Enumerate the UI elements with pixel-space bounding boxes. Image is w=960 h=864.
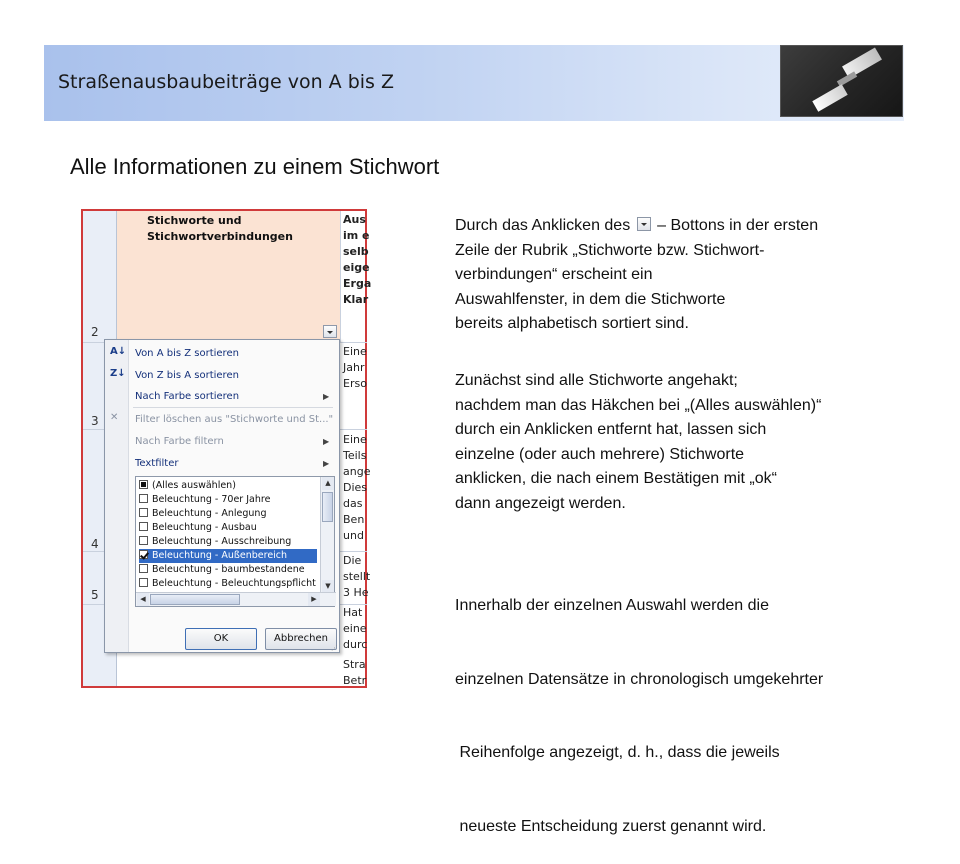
list-item[interactable] xyxy=(139,493,317,507)
sort-descending-icon: Z↓ xyxy=(110,368,126,379)
list-item-label: Beleuchtung - Anlegung xyxy=(152,508,267,519)
cell-text: durc xyxy=(343,638,368,651)
header-cell-stichworte[interactable] xyxy=(117,211,341,342)
cell-text: Stra xyxy=(343,658,366,671)
checkbox-partial[interactable] xyxy=(139,480,148,489)
paragraph-line: bereits alphabetisch sortiert sind. xyxy=(455,315,689,332)
menu-icon-gutter xyxy=(105,340,129,652)
menu-item-sort-desc[interactable]: Von Z bis A sortieren xyxy=(135,370,239,381)
column-c-cells xyxy=(341,211,372,687)
title-banner xyxy=(44,45,904,121)
paragraph-line: durch ein Anklicken entfernt hat, lassen sich xyxy=(455,421,767,438)
list-item[interactable] xyxy=(139,535,317,549)
resize-grip-icon[interactable]: ⋰ xyxy=(331,644,338,652)
paragraph-line: Zeile der Rubrik „Stichworte bzw. Stichwort- xyxy=(455,241,765,259)
checkbox[interactable] xyxy=(139,508,148,517)
presentation-title: Straßenausbaubeiträge von A bis Z xyxy=(58,71,394,93)
list-item-label: Beleuchtung - 70er Jahre xyxy=(152,494,271,505)
clear-filter-icon: ✕ xyxy=(110,412,119,423)
scroll-thumb[interactable] xyxy=(322,492,333,522)
cell-text: Ben xyxy=(343,513,365,526)
filter-dropdown-button[interactable] xyxy=(323,325,337,338)
checkbox[interactable] xyxy=(139,578,148,587)
menu-item-clear-filter[interactable]: Filter löschen aus "Stichworte und St..." xyxy=(135,414,334,425)
scroll-down-icon[interactable]: ▼ xyxy=(322,580,334,593)
cell-text: Die xyxy=(343,554,362,567)
cell-text: eine xyxy=(343,622,367,635)
list-item-label: Beleuchtung - Ausbau xyxy=(152,522,257,533)
menu-separator xyxy=(133,407,333,408)
paragraph-line: dann angezeigt werden. xyxy=(455,494,626,512)
header-line: Stichworte und xyxy=(147,214,242,227)
paragraph-line: Reihenfolge angezeigt, d. h., dass die jeweils xyxy=(455,744,780,761)
text-segment: – Bottons in der ersten xyxy=(657,217,819,234)
paragraph-line: neueste Entscheidung zuerst genannt wird. xyxy=(455,817,767,835)
submenu-arrow-icon: ▶ xyxy=(323,392,330,401)
autofilter-menu xyxy=(104,339,340,653)
header-photo xyxy=(780,45,903,117)
checkbox-checked[interactable] xyxy=(139,550,148,559)
cell-text: im e xyxy=(343,229,370,242)
list-item[interactable] xyxy=(139,577,317,591)
excel-screenshot xyxy=(81,209,372,688)
cell-text: Dies xyxy=(343,481,368,494)
paragraph-line: Innerhalb der einzelnen Auswahl werden die xyxy=(455,597,769,614)
ok-button[interactable]: OK xyxy=(185,628,257,650)
cell-text: Eine xyxy=(343,433,367,446)
cell-text: Betr xyxy=(343,674,367,687)
list-item[interactable] xyxy=(139,521,317,535)
cell-text: und xyxy=(343,529,364,542)
cell-text: Erso xyxy=(343,377,367,390)
cell-text: das xyxy=(343,497,363,510)
text-segment: Durch das Anklicken des xyxy=(455,217,631,234)
cell-text: Eine xyxy=(343,345,367,358)
row-number: 2 xyxy=(91,325,99,339)
paragraph-1 xyxy=(455,214,818,337)
row-number: 5 xyxy=(91,588,99,602)
list-item-label: Beleuchtung - baumbestandene xyxy=(152,564,305,575)
list-item-label: Beleuchtung - Ausschreibung xyxy=(152,536,292,547)
paragraph-line xyxy=(455,214,818,239)
photo-light-shard xyxy=(812,84,847,111)
scroll-up-icon[interactable]: ▲ xyxy=(322,477,334,490)
cell-text: Hat xyxy=(343,606,363,619)
list-item[interactable] xyxy=(139,563,317,577)
cell-text: Aus xyxy=(343,213,366,226)
sort-ascending-icon: A↓ xyxy=(110,346,127,357)
dropdown-button-icon xyxy=(637,217,651,231)
menu-item-sort-asc[interactable]: Von A bis Z sortieren xyxy=(135,348,239,359)
submenu-arrow-icon: ▶ xyxy=(323,459,330,468)
paragraph-line: Auswahlfenster, in dem die Stichworte xyxy=(455,290,726,308)
header-cell-text xyxy=(147,213,293,245)
cell-text: Teils xyxy=(343,449,367,462)
paragraph-line: verbindungen“ erscheint ein xyxy=(455,266,653,283)
paragraph-line: Zunächst sind alle Stichworte angehakt; xyxy=(455,372,738,389)
list-item-label: Beleuchtung - Beleuchtungspflicht xyxy=(152,578,316,589)
cell-text: selb xyxy=(343,245,369,258)
submenu-arrow-icon: ▶ xyxy=(323,437,330,446)
row-number: 4 xyxy=(91,537,99,551)
cell-text: Erga xyxy=(343,277,372,290)
paragraph-2 xyxy=(455,369,821,516)
scroll-left-icon[interactable]: ◀ xyxy=(137,593,149,606)
filter-values-list[interactable] xyxy=(135,476,335,607)
menu-item-sort-by-color[interactable]: Nach Farbe sortieren xyxy=(135,391,240,402)
cell-text: Klar xyxy=(343,293,369,306)
menu-item-text-filter[interactable]: Textfilter xyxy=(135,458,179,469)
cell-text: ange xyxy=(343,465,371,478)
vertical-scrollbar[interactable] xyxy=(320,477,334,594)
list-item-label: Beleuchtung - Außenbereich xyxy=(152,550,288,561)
paragraph-line: nachdem man das Häkchen bei „(Alles auswählen)“ xyxy=(455,396,822,414)
header-line: Stichwortverbindungen xyxy=(147,230,293,243)
cancel-button[interactable]: Abbrechen xyxy=(265,628,337,650)
cell-text: Jahr xyxy=(343,361,365,374)
scroll-right-icon[interactable]: ▶ xyxy=(308,593,320,606)
paragraph-line: einzelne (oder auch mehrere) Stichworte xyxy=(455,445,745,463)
list-item[interactable] xyxy=(139,507,317,521)
list-item-label: (Alles auswählen) xyxy=(152,480,236,491)
checkbox[interactable] xyxy=(139,536,148,545)
scroll-thumb[interactable] xyxy=(150,594,240,605)
horizontal-scrollbar[interactable] xyxy=(136,592,336,606)
paragraph-line: anklicken, die nach einem Bestätigen mit „ok“ xyxy=(455,470,777,487)
checkbox[interactable] xyxy=(139,522,148,531)
menu-item-filter-by-color[interactable]: Nach Farbe filtern xyxy=(135,436,224,447)
slide-heading: Alle Informationen zu einem Stichwort xyxy=(70,154,440,179)
list-item-selected[interactable] xyxy=(139,549,317,563)
paragraph-line: einzelnen Datensätze in chronologisch umgekehrter xyxy=(455,670,824,688)
paragraph-3 xyxy=(455,545,823,864)
list-item-select-all[interactable] xyxy=(139,479,317,493)
row-number: 3 xyxy=(91,414,99,428)
checkbox[interactable] xyxy=(139,494,148,503)
cell-text: eige xyxy=(343,261,370,274)
cell-text: 3 He xyxy=(343,586,369,599)
checkbox[interactable] xyxy=(139,564,148,573)
cell-text: stellt xyxy=(343,570,371,583)
